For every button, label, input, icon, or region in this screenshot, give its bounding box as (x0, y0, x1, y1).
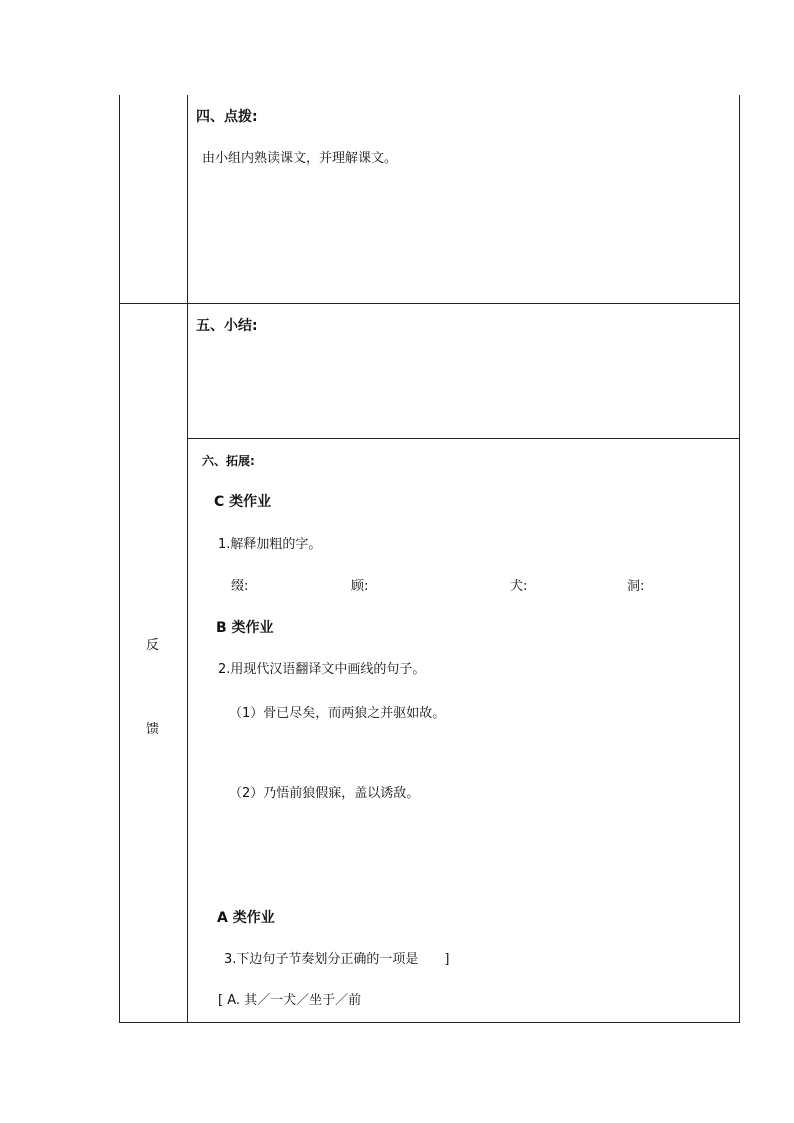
table-left-border (119, 95, 120, 1023)
feedback-label-char-1: 反 (146, 638, 160, 653)
word-1: 缀: (231, 579, 249, 594)
section-6-heading: 六、拓展: (202, 454, 255, 468)
feedback-label-char-2: 馈 (146, 722, 160, 737)
section-4-text: 由小组内熟读课文，并理解课文。 (202, 151, 398, 166)
question-2: 2.用现代汉语翻译文中画线的句子。 (218, 662, 426, 677)
a-type-label: A 类作业 (217, 910, 275, 926)
word-2: 顾: (351, 579, 369, 594)
row-divider-2 (187, 438, 740, 439)
question-3: 3.下边句子节奏划分正确的一项是 ] (224, 952, 450, 967)
sentence-2: （2）乃悟前狼假寐，盖以诱敌。 (229, 786, 420, 801)
option-a: [ A. 其／一犬／坐于／前 (218, 993, 362, 1008)
sentence-1: （1）骨已尽矣，而两狼之并驱如故。 (229, 706, 446, 721)
b-type-label: B 类作业 (216, 620, 274, 636)
section-4-heading: 四、点拨: (196, 109, 258, 125)
column-divider (187, 95, 188, 1023)
question-1: 1.解释加粗的字。 (218, 537, 322, 552)
word-3: 犬: (510, 579, 528, 594)
table-bottom-border (119, 1022, 740, 1023)
c-type-label: C 类作业 (214, 494, 272, 510)
word-4: 洞: (627, 579, 645, 594)
section-5-heading: 五、小结: (196, 318, 258, 334)
row-divider-1 (119, 303, 740, 304)
table-right-border (739, 95, 740, 1023)
